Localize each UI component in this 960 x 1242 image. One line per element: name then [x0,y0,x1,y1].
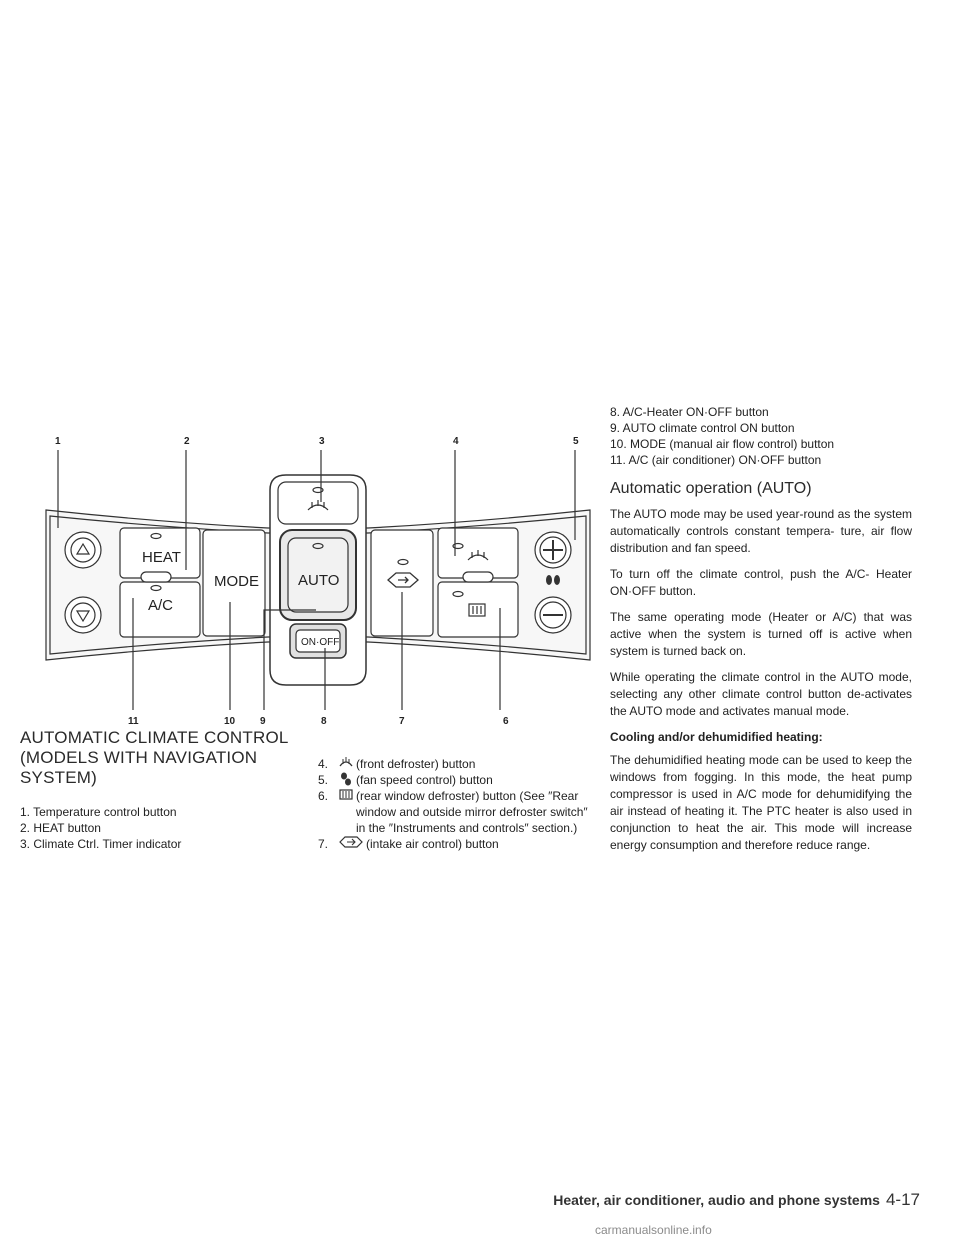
callout-9: 9 [260,716,266,727]
onoff-button-label: ON·OFF [301,637,340,648]
rear-defroster-icon [336,788,356,800]
title-line-2: (MODELS WITH NAVIGATION [20,748,258,767]
list-item: 2. HEAT button [20,821,101,835]
subsection-title: Cooling and/or dehumidified heating: [610,730,823,744]
component-list-right [610,404,912,468]
left-column [20,728,300,852]
callout-1: 1 [55,436,61,447]
page-number: 4-17 [885,1190,920,1209]
paragraph: While operating the climate control in the AUTO mode, selecting any other climate control button de-activates the AUTO mode and activates manual mode. [610,670,912,718]
list-item [318,772,590,788]
watermark: carmanualsonline.info [595,1223,712,1237]
paragraph: The same operating mode (Heater or A/C) that was active when the system is turned off is active when system is turned back on. [610,610,912,658]
list-item: 3. Climate Ctrl. Timer indicator [20,837,182,851]
section-title: Automatic operation (AUTO) [610,480,812,497]
list-item: 9. AUTO climate control ON button [610,421,795,435]
item-text: (fan speed control) button [356,773,493,787]
callout-5: 5 [573,436,579,447]
intake-air-icon [336,836,366,848]
auto-button-label: AUTO [298,572,340,589]
page-footer [553,1190,920,1210]
right-column [610,404,912,863]
callout-10: 10 [224,716,236,727]
paragraph: The dehumidified heating mode can be used to keep the windows from fogging. In this mode, the heat pump compressor is used in A/C mode for dehumidifying the air instead of heating it. The PTC heater is also used in conjunction to heat the air. This mode will increase energy consumption and therefore reduce range. [610,753,912,852]
list-item [318,756,590,772]
item-text: (front defroster) button [356,757,476,771]
mode-button-label: MODE [214,573,259,590]
middle-column [318,756,590,852]
page-title [20,728,300,788]
list-item [318,836,590,852]
item-number: 5. [318,773,329,787]
item-number: 7. [318,837,329,851]
ac-button-label: A/C [148,597,174,614]
front-defroster-icon [336,756,356,768]
component-list-left [20,804,300,852]
callout-3: 3 [319,436,325,447]
heat-button-label: HEAT [142,549,181,566]
callout-8: 8 [321,716,327,727]
item-text: (rear window defroster) button (See ″Rear window and outside mirror defroster switch″ in the ″Instruments and controls″ section.) [356,789,588,835]
chapter-title: Heater, air conditioner, audio and phone systems [553,1192,880,1208]
list-item [318,788,590,836]
list-item: 1. Temperature control button [20,805,177,819]
paragraph: To turn off the climate control, push the A/C- Heater ON·OFF button. [610,567,912,598]
list-item: 8. A/C-Heater ON·OFF button [610,405,769,419]
item-number: 4. [318,757,329,771]
paragraph: The AUTO mode may be used year-round as the system automatically controls constant tempera- ture, air flow distribution and fan speed. [610,507,912,555]
item-number: 6. [318,789,329,803]
item-text: (intake air control) button [366,837,499,851]
list-item: 11. A/C (air conditioner) ON·OFF button [610,453,822,467]
callout-7: 7 [399,716,405,727]
fan-icon [336,772,356,786]
callout-2: 2 [184,436,190,447]
callout-6: 6 [503,716,509,727]
title-line-3: SYSTEM) [20,768,97,787]
callout-11: 11 [128,716,139,727]
climate-control-diagram [38,430,598,730]
callout-4: 4 [453,436,459,447]
list-item: 10. MODE (manual air flow control) button [610,437,835,451]
title-line-1: AUTOMATIC CLIMATE CONTROL [20,728,289,747]
